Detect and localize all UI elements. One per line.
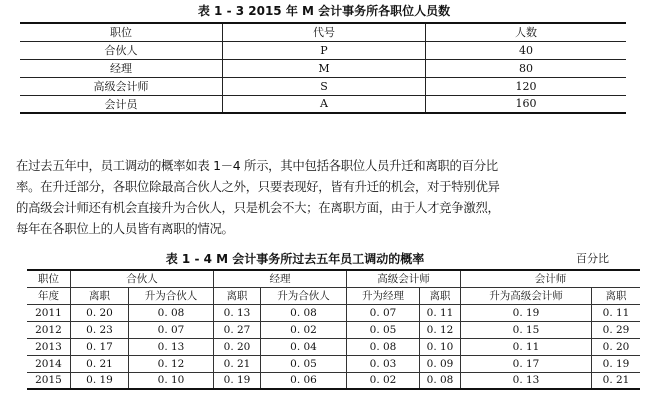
table-cell: 0. 02: [347, 372, 420, 389]
table-cell: M: [223, 59, 426, 77]
paragraph-line: 的高级会计师还有机会直接升为合伙人，只是机会不大；在离职方面，由于人才竞争激烈，: [16, 200, 500, 215]
table-cell: 80: [426, 59, 627, 77]
table-cell: 2012: [27, 321, 71, 338]
table2-header-cell: 职位: [27, 270, 71, 287]
table-cell: 0. 09: [420, 355, 461, 372]
table-cell: 0. 20: [214, 338, 261, 355]
table1-header-cell: 人数: [426, 23, 627, 41]
table-cell: 0. 21: [71, 355, 129, 372]
table-cell: 2014: [27, 355, 71, 372]
table-cell: 0. 12: [420, 321, 461, 338]
table-cell: 0. 13: [214, 304, 261, 321]
table-cell: 0. 11: [592, 304, 641, 321]
table-cell: 2013: [27, 338, 71, 355]
table-cell: 0. 23: [71, 321, 129, 338]
table-row: [20, 95, 626, 113]
body-paragraph: [16, 155, 636, 239]
table-cell: 0. 08: [347, 338, 420, 355]
table2-header-cell: 升为高级会计师: [461, 287, 592, 304]
table-row: [27, 321, 640, 338]
table-cell: P: [223, 41, 426, 59]
table2-header-cell: 年度: [27, 287, 71, 304]
table-row: [27, 355, 640, 372]
table-cell: 0. 04: [261, 338, 347, 355]
table-cell: 0. 10: [420, 338, 461, 355]
table-cell: 0. 08: [129, 304, 214, 321]
table2-header-cell: 经理: [214, 270, 347, 287]
table-cell: 0. 06: [261, 372, 347, 389]
table2-header-cell: 升为经理: [347, 287, 420, 304]
table-row: [20, 77, 626, 95]
table-cell: 会计员: [20, 95, 223, 113]
table-cell: 120: [426, 77, 627, 95]
table-cell: 0. 11: [420, 304, 461, 321]
table-cell: 0. 19: [461, 304, 592, 321]
table-cell: 0. 07: [129, 321, 214, 338]
table2-header-cell: 会计师: [461, 270, 641, 287]
table-cell: 0. 12: [129, 355, 214, 372]
table-cell: 合伙人: [20, 41, 223, 59]
table1-header-row: [20, 23, 626, 41]
table-cell: 0. 17: [461, 355, 592, 372]
table2-header-cell: 离职: [420, 287, 461, 304]
table1-caption: 表 1 - 3 2015 年 M 会计事务所各职位人员数: [197, 4, 451, 18]
table-cell: 0. 08: [420, 372, 461, 389]
table-cell: 0. 21: [592, 372, 641, 389]
table-cell: 0. 20: [71, 304, 129, 321]
table-cell: 0. 03: [347, 355, 420, 372]
table-cell: 160: [515, 97, 537, 111]
transfer-probability-table: [27, 269, 640, 390]
staff-count-table: [20, 22, 626, 114]
table-cell: 0. 21: [214, 355, 261, 372]
table-row: [27, 372, 640, 389]
table-cell: 0. 08: [261, 304, 347, 321]
table-cell: S: [223, 77, 426, 95]
table2-header-cell: 合伙人: [71, 270, 214, 287]
table2-header-cell: 高级会计师: [347, 270, 461, 287]
table1-header-cell: 代号: [223, 23, 426, 41]
table2-caption: 表 1 - 4 M 会计事务所过去五年员工调动的概率: [165, 252, 425, 266]
table-cell: 0. 13: [129, 338, 214, 355]
table2-header-cell: 离职: [214, 287, 261, 304]
table-cell: 2015: [27, 372, 71, 389]
table-row: [20, 41, 626, 59]
table-cell: 2011: [27, 304, 71, 321]
table-cell: 0. 27: [214, 321, 261, 338]
table-cell: 0. 02: [261, 321, 347, 338]
table-cell: 0. 10: [129, 372, 214, 389]
table-cell: 高级会计师: [20, 77, 223, 95]
table2-header-cell: 升为合伙人: [261, 287, 347, 304]
table2-header-cell: 升为合伙人: [129, 287, 214, 304]
table-row: [20, 59, 626, 77]
table2-header-cell: 离职: [71, 287, 129, 304]
paragraph-line: 每年在各职位上的人员皆有离职的情况。: [16, 221, 234, 236]
table-cell: 经理: [20, 59, 223, 77]
table-cell: 0. 07: [347, 304, 420, 321]
table-row: [27, 338, 640, 355]
paragraph-line: 在过去五年中，员工调动的概率如表 1－4 所示，其中包括各职位人员升迁和离职的百分比: [16, 158, 498, 173]
table-cell: 0. 05: [347, 321, 420, 338]
table-cell: 0. 13: [461, 372, 592, 389]
table-cell: 0. 20: [592, 338, 641, 355]
table1-header-cell: 职位: [20, 23, 223, 41]
table-cell: 0. 29: [592, 321, 641, 338]
table2-header-cell: 离职: [592, 287, 641, 304]
table2-group-header-row: [27, 270, 640, 287]
table-cell: 0. 19: [214, 372, 261, 389]
table-row: [27, 304, 640, 321]
table-cell: 40: [426, 41, 627, 59]
table2-subheader-row: [27, 287, 640, 304]
table-cell: 0. 15: [461, 321, 592, 338]
table-cell: 0. 19: [71, 372, 129, 389]
table-cell: 0. 19: [592, 355, 641, 372]
paragraph-line: 率。在升迁部分，各职位除最高合伙人之外，只要表现好，皆有升迁的机会，对于特别优异: [16, 179, 500, 194]
table-cell: A: [223, 95, 426, 113]
table-cell: 0. 05: [261, 355, 347, 372]
table-cell: 0. 17: [71, 338, 129, 355]
table-cell: 0. 11: [461, 338, 592, 355]
table2-unit-label: 百分比: [576, 252, 609, 265]
